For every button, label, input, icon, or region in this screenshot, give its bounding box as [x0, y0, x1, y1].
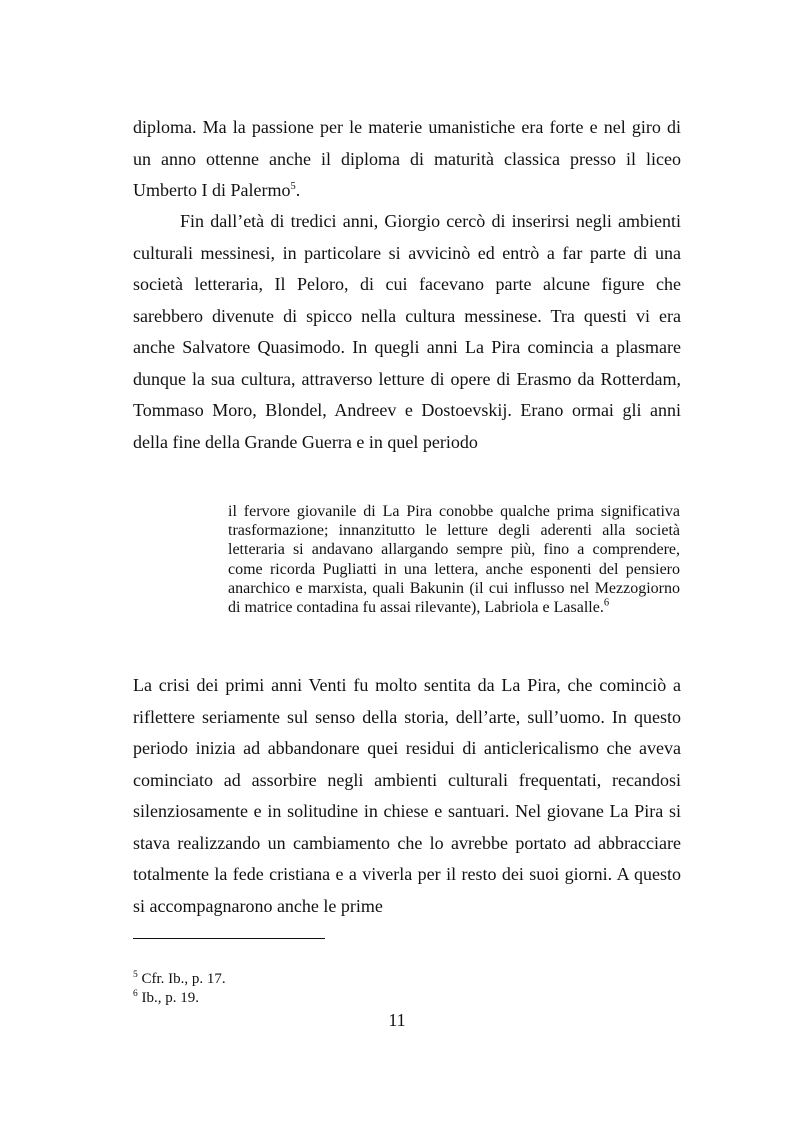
paragraph-2-text: Fin dall’età di tredici anni, Giorgio cercò di inserirsi negli ambienti culturali messinesi, in particolare si avvicinò ed entrò a far parte di una società letteraria, Il Peloro, di cui facevano parte alcune figure che sarebbero divenute di spicco nella cultura messinese. Tra questi vi era anche Salvatore Quasimodo. In quegli anni La Pira comincia a plasmare dunque la sua cultura, attraverso letture di opere di Erasmo da Rotterdam, Tommaso Moro, Blondel, Andreev e Dostoevskij. Erano ormai gli anni della fine della Grande Guerra e in quel periodo	[133, 211, 681, 452]
footnote-6	[133, 989, 199, 1007]
paragraph-1	[133, 112, 681, 207]
footnote-ref-6: 6	[603, 597, 610, 609]
paragraph-1-tail: .	[295, 180, 301, 200]
page-number: 11	[388, 1010, 406, 1030]
paragraph-3-text: La crisi dei primi anni Venti fu molto sentita da La Pira, che cominciò a riflettere seriamente sul senso della storia, dell’arte, sull’uomo. In questo periodo inizia ad abbandonare quei residui di anticlericalismo che aveva cominciato ad assorbire negli ambienti culturali frequentati, recandosi silenziosamente e in solitudine in chiese e santuari. Nel giovane La Pira si stava realizzando un cambiamento che lo avrebbe portato ad abbracciare totalmente la fede cristiana e a viverla per il resto dei suoi giorni. A questo si accompagnarono anche le prime	[133, 675, 681, 916]
paragraph-3	[133, 670, 681, 922]
footnote-6-text: Ib., p. 19.	[141, 990, 199, 1006]
footnote-5-text: Cfr. Ib., p. 17.	[141, 971, 226, 987]
block-quote-text: il fervore giovanile di La Pira conobbe qualche prima significativa trasformazione; innanzitutto le letture degli aderenti alla società letteraria si andavano allargando sempre più, fino a comprendere, come ricorda Pugliatti in una lettera, anche esponenti del pensiero anarchico e marxista, quali Bakunin (il cui influsso nel Mezzogiorno di matrice contadina fu assai rilevante), Labriola e Lasalle.	[228, 503, 680, 617]
footnote-ref-5: 5	[290, 181, 296, 192]
footnote-6-number: 6	[133, 989, 138, 999]
paragraph-2	[133, 206, 681, 458]
footnote-5	[133, 970, 226, 988]
paragraph-1-text: diploma. Ma la passione per le materie umanistiche era forte e nel giro di un anno ottenne anche il diploma di maturità classica presso il liceo Umberto I di Palermo	[133, 117, 681, 200]
footnote-5-number: 5	[133, 970, 138, 980]
block-quote	[228, 502, 680, 617]
footnote-separator	[133, 938, 325, 939]
